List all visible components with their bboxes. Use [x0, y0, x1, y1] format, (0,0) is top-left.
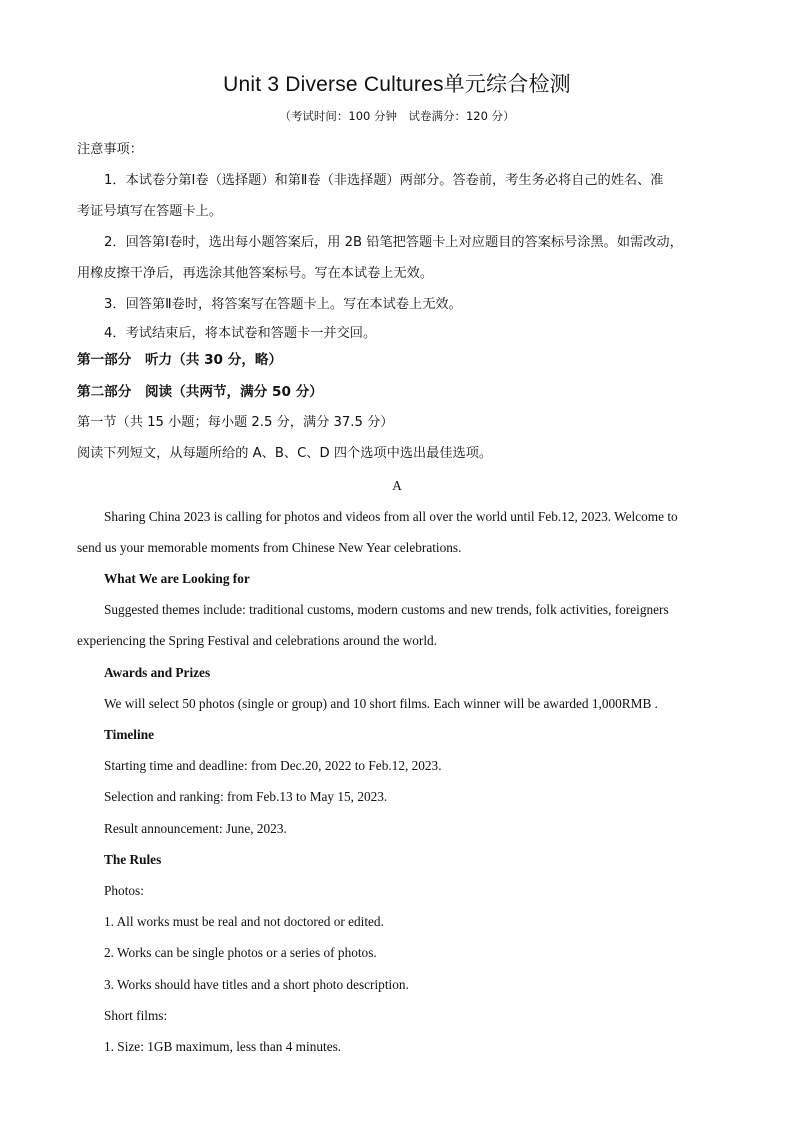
- themes-line-2: experiencing the Spring Festival and celebrations around the world.: [77, 633, 438, 648]
- note-item-1-line-1: 1．本试卷分第Ⅰ卷（选择题）和第Ⅱ卷（非选择题）两部分。答卷前，考生务必将自己的姓名、准: [104, 173, 664, 188]
- reading-instruction: 阅读下列短文，从每题所给的 A、B、C、D 四个选项中选出最佳选项。: [77, 446, 493, 461]
- heading-timeline: Timeline: [104, 727, 154, 742]
- note-item-4: 4．考试结束后，将本试卷和答题卡一并交回。: [104, 326, 377, 341]
- note-item-1-line-2: 考证号填写在答题卡上。: [77, 204, 223, 219]
- passage-label: A: [392, 478, 402, 493]
- page-title: Unit 3 Diverse Cultures单元综合检测: [223, 73, 571, 96]
- heading-looking-for: What We are Looking for: [104, 571, 250, 586]
- section-one-heading: 第一节（共 15 小题；每小题 2.5 分，满分 37.5 分）: [77, 415, 394, 430]
- photos-label: Photos:: [104, 883, 144, 898]
- timeline-item-1: Starting time and deadline: from Dec.20, 2022 to Feb.12, 2023.: [104, 758, 442, 773]
- heading-rules: The Rules: [104, 852, 162, 867]
- themes-line-1: Suggested themes include: traditional customs, modern customs and new trends, folk activities, foreigners: [104, 602, 669, 617]
- part-two-heading: 第二部分 阅读（共两节，满分 50 分）: [77, 384, 323, 400]
- heading-awards: Awards and Prizes: [104, 665, 211, 680]
- note-item-2-line-1: 2．回答第Ⅰ卷时，选出每小题答案后，用 2B 铅笔把答题卡上对应题目的答案标号涂黑。如需改动，: [104, 235, 683, 250]
- timeline-item-2: Selection and ranking: from Feb.13 to May 15, 2023.: [104, 789, 388, 804]
- passage-intro-line-2: send us your memorable moments from Chinese New Year celebrations.: [77, 540, 462, 555]
- note-item-2-line-2: 用橡皮擦干净后，再选涂其他答案标号。写在本试卷上无效。: [77, 266, 434, 281]
- part-one-heading: 第一部分 听力（共 30 分，略）: [77, 352, 283, 368]
- film-rule-1: 1. Size: 1GB maximum, less than 4 minutes.: [104, 1039, 342, 1054]
- photo-rule-3: 3. Works should have titles and a short photo description.: [104, 977, 409, 992]
- notes-heading: 注意事项：: [77, 142, 143, 157]
- note-item-3: 3．回答第Ⅱ卷时，将答案写在答题卡上。写在本试卷上无效。: [104, 297, 462, 312]
- exam-info: （考试时间：100 分钟 试卷满分：120 分）: [279, 109, 515, 123]
- timeline-item-3: Result announcement: June, 2023.: [104, 821, 287, 836]
- passage-intro-line-1: Sharing China 2023 is calling for photos and videos from all over the world until Feb.12, 2023. Welcome to: [104, 509, 678, 524]
- awards-text: We will select 50 photos (single or group) and 10 short films. Each winner will be awarded 1,000RMB .: [104, 696, 658, 711]
- photo-rule-2: 2. Works can be single photos or a series of photos.: [104, 945, 377, 960]
- photo-rule-1: 1. All works must be real and not doctored or edited.: [104, 914, 384, 929]
- films-label: Short films:: [104, 1008, 168, 1023]
